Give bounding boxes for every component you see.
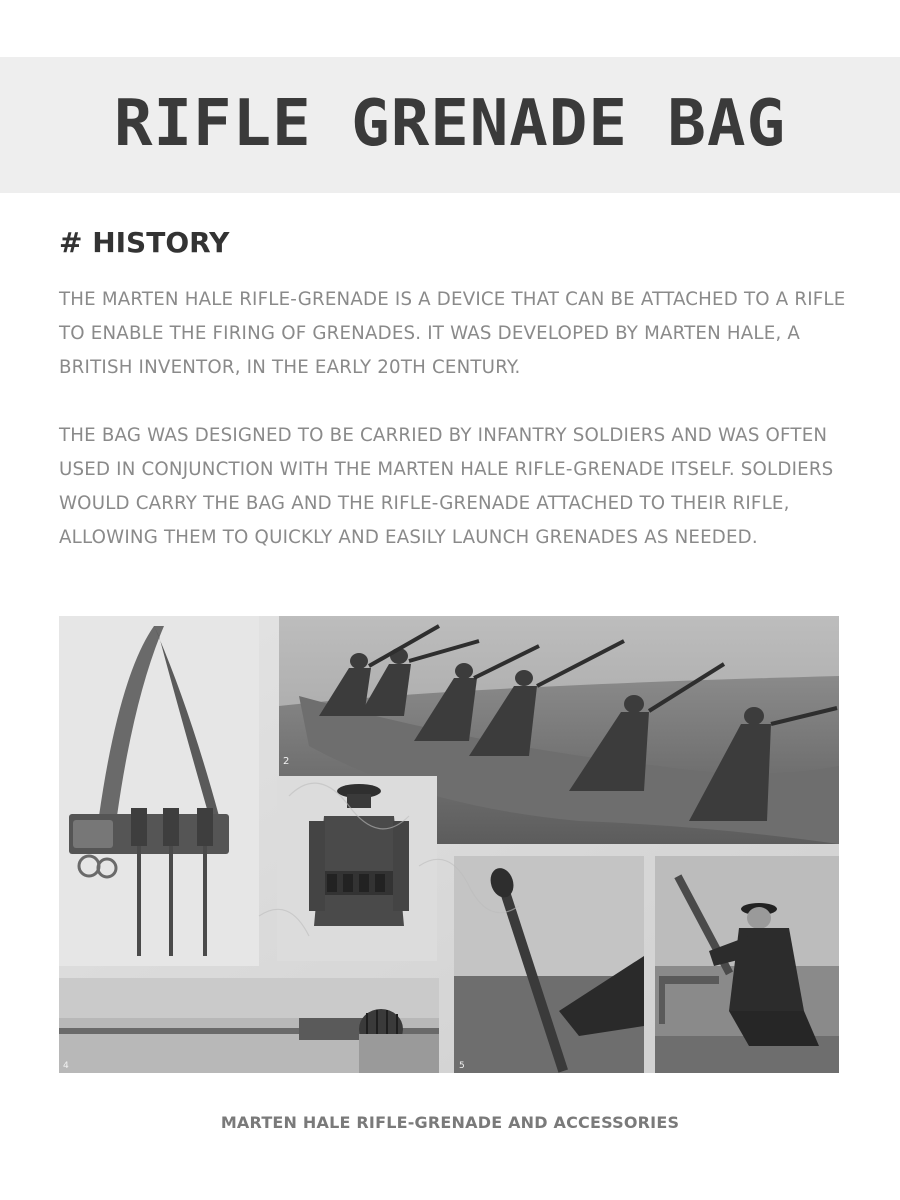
page-title: RIFLE GRENADE BAG [113,87,787,161]
panel-grenade-bag [59,616,259,966]
photo-collage [59,616,839,1073]
panel-soldier-back [277,776,437,961]
history-paragraph-1: THE MARTEN HALE RIFLE-GRENADE IS A DEVICE THAT CAN BE ATTACHED TO A RIFLE TO ENABLE THE FIRING OF GRENADES. IT WAS DEVELOPED BY MARTEN HALE, A BRITISH INVENTOR, IN THE EARLY 20TH CENTURY. [59,289,846,378]
panel-rifle-grenade [454,856,644,1073]
history-paragraph-2: THE BAG WAS DESIGNED TO BE CARRIED BY INFANTRY SOLDIERS AND WAS OFTEN USED IN CONJUNCTION WITH THE MARTEN HALE RIFLE-GRENADE ITSELF. SOLDIERS WOULD CARRY THE BAG AND THE RIFLE-GRENADE ATTACHED TO THEIR RIFLE, ALLOWING THEM TO QUICKLY AND EASILY LAUNCH GRENADES AS NEEDED. [59,425,834,548]
panel-grenade-barrel [59,978,439,1073]
panel-number-5: 5 [459,1061,465,1071]
panel-kneeling-man [655,856,839,1073]
panel-number-4: 4 [63,1061,69,1071]
collage-caption: MARTEN HALE RIFLE-GRENADE AND ACCESSORIES [220,1113,680,1132]
panel-number-2: 2 [283,756,290,767]
collage-graphic [59,616,839,1073]
section-heading: # HISTORY [59,226,230,259]
